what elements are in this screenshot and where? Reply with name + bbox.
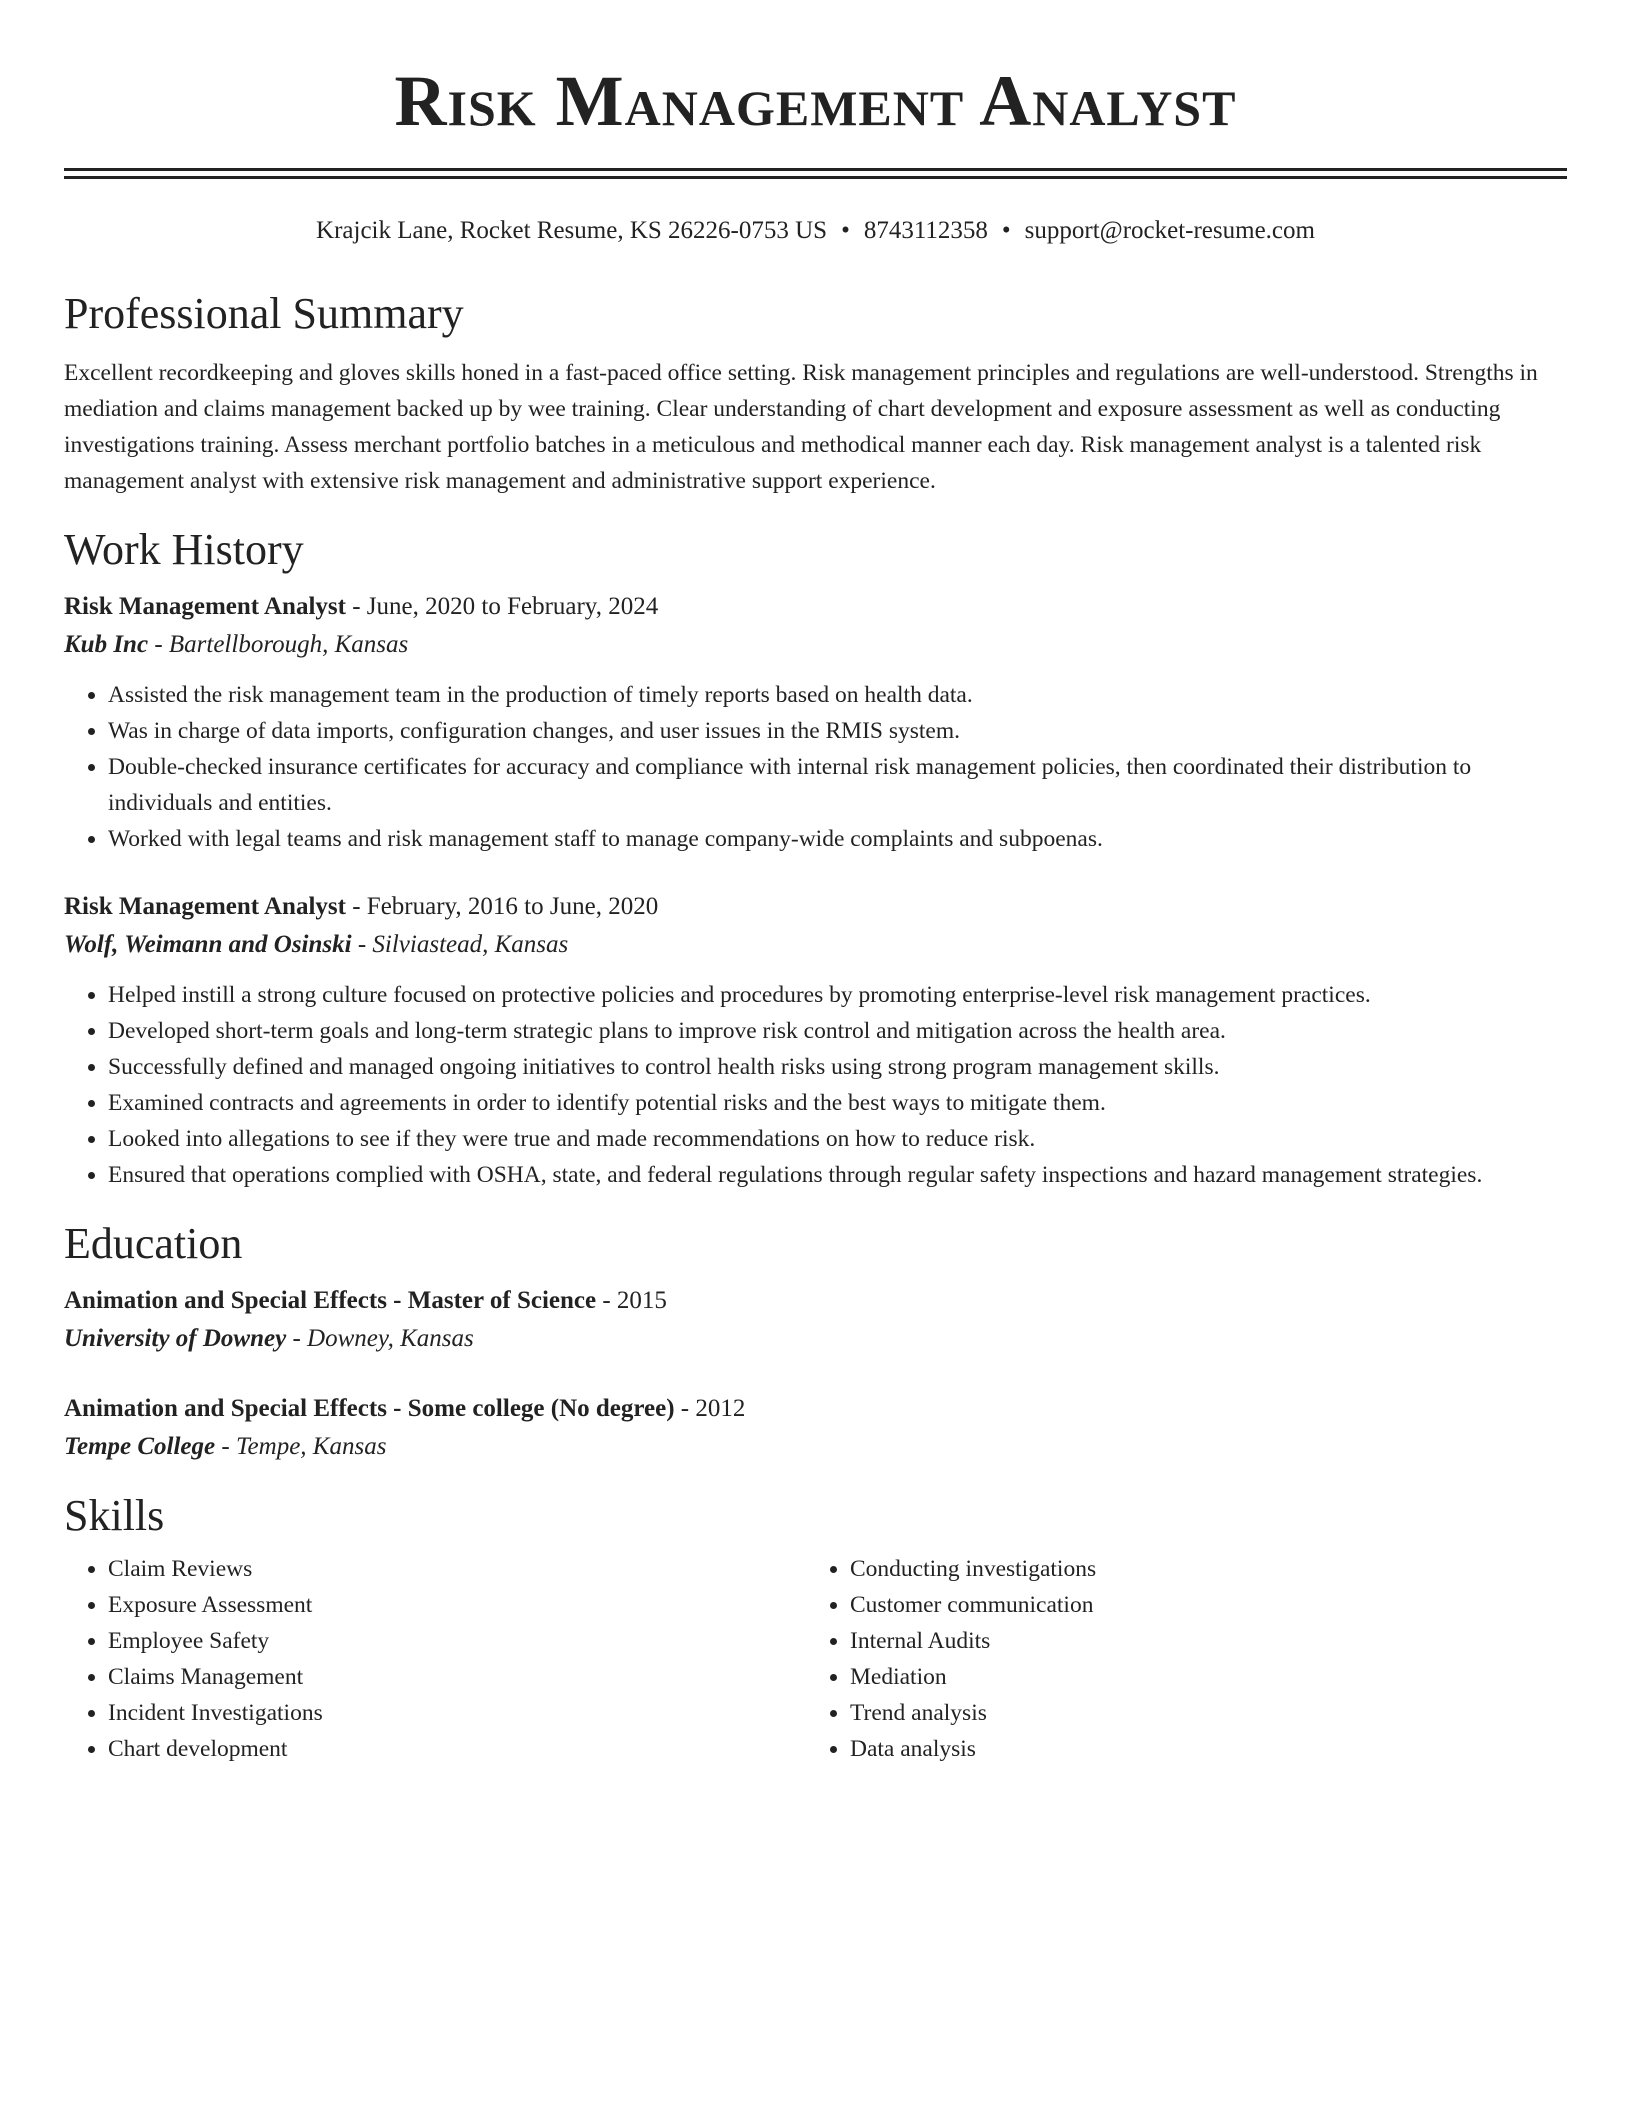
degree-year: - 2012 [674,1395,746,1422]
education-entry [64,1283,1567,1357]
job-bullet: • Assisted the risk management team in the production of timely reports based on health data. [108,677,1567,713]
section-title-work-history: Work History [64,525,304,574]
skill-item: • Exposure Assessment [108,1587,806,1623]
job-title-line [64,889,1567,925]
company-line [64,627,1567,663]
job-bullet: • Ensured that operations complied with OSHA, state, and federal regulations through regular safety inspections and hazard management strategies. [108,1157,1567,1193]
contact-separator: • [841,217,850,244]
contact-separator: • [1001,217,1011,244]
company-name: Kub Inc [64,631,149,658]
company-name: Wolf, Weimann and Osinski [64,931,352,958]
contact-phone: 8743112358 [863,217,988,244]
skill-item: • Chart development [108,1731,806,1767]
school-line [64,1321,1567,1357]
section-title-skills: Skills [64,1491,165,1540]
job-bullet: • Successfully defined and managed ongoing initiatives to control health risks using strong program management skills. [108,1049,1567,1085]
skills-list [64,1551,806,1767]
job-dates: - February, 2016 to June, 2020 [345,893,659,920]
contact-line [64,215,1567,247]
school-name: Tempe College [64,1433,216,1460]
degree-year: - 2015 [596,1287,667,1314]
skill-item: • Internal Audits [850,1623,1548,1659]
skill-item: • Employee Safety [108,1623,806,1659]
skill-item: • Claim Reviews [108,1551,806,1587]
job-bullet: • Double-checked insurance certificates for accuracy and compliance with internal risk management policies, then coordinated their distribution to individuals and entities. [108,749,1567,821]
header-divider-bottom [64,176,1567,179]
skill-item: • Customer communication [850,1587,1548,1623]
company-line [64,927,1567,963]
section-title-summary: Professional Summary [64,289,464,338]
school-location: - Tempe, Kansas [215,1433,387,1460]
job-bullet: • Helped instill a strong culture focused on protective policies and procedures by promoting enterprise-level risk management practices. [108,977,1567,1013]
skills-column-left [64,1551,806,1767]
resume-name: Risk Management Analyst [394,61,1237,141]
school-line [64,1429,1567,1465]
contact-email: support@rocket-resume.com [1024,217,1315,244]
school-location: - Downey, Kansas [286,1325,474,1352]
job-title: Risk Management Analyst [64,593,346,620]
degree-line [64,1283,1567,1319]
summary-text: Excellent recordkeeping and gloves skills honed in a fast-paced office setting. Risk management principles and regulations are well-understood. Strengths in mediation and claims management backed up by wee training. Clear understanding of chart development and exposure assessment as well as conducting investigations training. Assess merchant portfolio batches in a meticulous and methodical manner each day. Risk management analyst is a talented risk management analyst with extensive risk management and administrative support experience. [64,360,1538,494]
skills-list [806,1551,1548,1767]
skill-item: • Trend analysis [850,1695,1548,1731]
job-bullets [64,977,1567,1193]
job-title-line [64,589,1567,625]
skill-item: • Incident Investigations [108,1695,806,1731]
job-bullet: • Worked with legal teams and risk management staff to manage company-wide complaints and subpoenas. [108,821,1567,857]
job-dates: - June, 2020 to February, 2024 [345,593,659,620]
job-bullet: • Was in charge of data imports, configuration changes, and user issues in the RMIS system. [108,713,1567,749]
skill-item: • Data analysis [850,1731,1548,1767]
degree-line [64,1391,1567,1427]
school-name: University of Downey [64,1325,287,1352]
job-title: Risk Management Analyst [64,893,346,920]
job-bullet: • Looked into allegations to see if they were true and made recommendations on how to reduce risk. [108,1121,1567,1157]
degree-name: Animation and Special Effects - Some college (No degree) [64,1395,675,1422]
skills-grid [64,1551,1567,1767]
skills-column-right [806,1551,1548,1767]
job-entry [64,589,1567,857]
job-entry [64,889,1567,1193]
skill-item: • Mediation [850,1659,1548,1695]
job-bullet: • Developed short-term goals and long-term strategic plans to improve risk control and mitigation across the health area. [108,1013,1567,1049]
skill-item: • Conducting investigations [850,1551,1548,1587]
job-bullet: • Examined contracts and agreements in order to identify potential risks and the best ways to mitigate them. [108,1085,1567,1121]
job-bullets [64,677,1567,857]
education-entry [64,1391,1567,1465]
company-location: - Silviastead, Kansas [351,931,569,958]
header-divider-top [64,168,1567,171]
resume-page [64,0,1567,1767]
section-title-education: Education [64,1219,243,1268]
degree-name: Animation and Special Effects - Master of Science [64,1287,597,1314]
contact-address: Krajcik Lane, Rocket Resume, KS 26226-0753 US [316,217,828,244]
skill-item: • Claims Management [108,1659,806,1695]
company-location: - Bartellborough, Kansas [148,631,409,658]
